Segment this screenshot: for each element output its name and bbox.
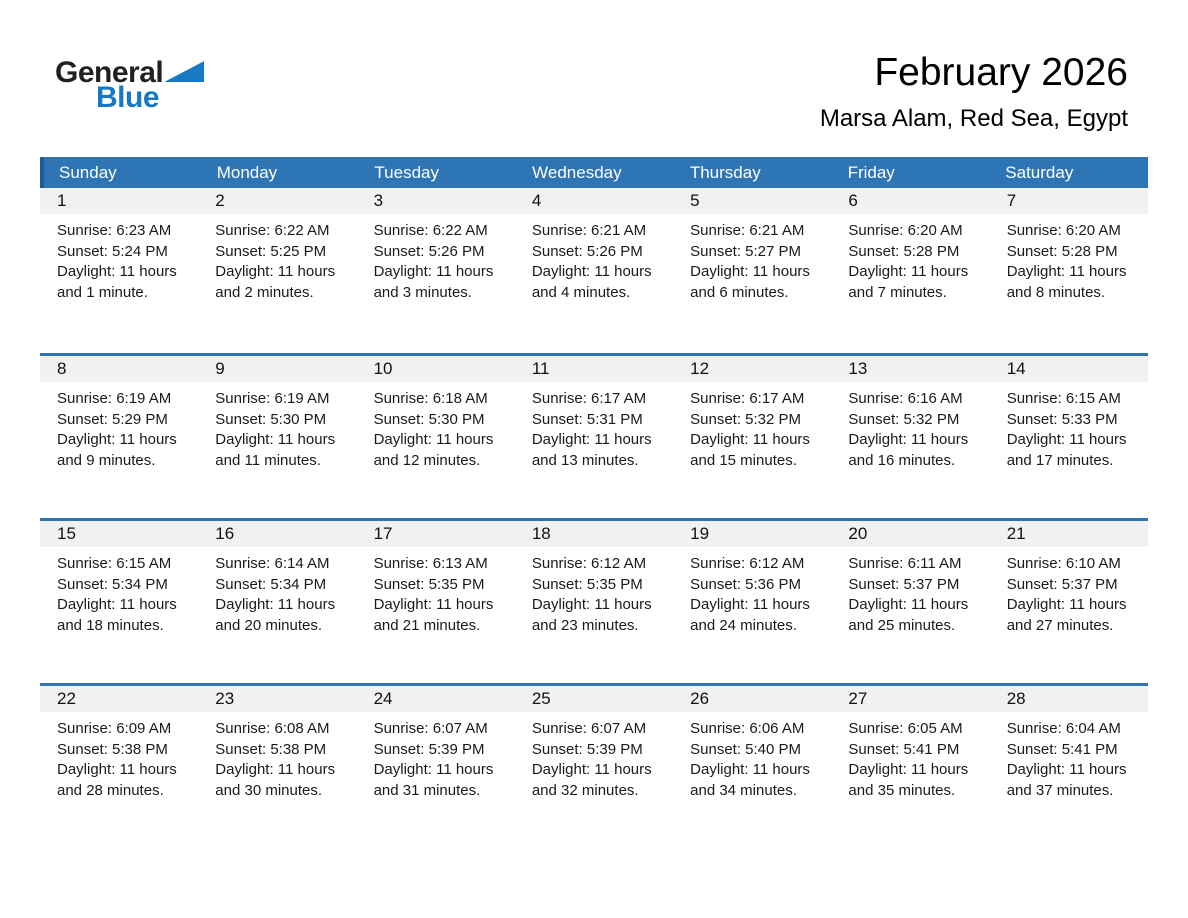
- day-number-strip: [990, 686, 1148, 712]
- day-details: [357, 547, 515, 636]
- day-details: [990, 382, 1148, 471]
- calendar-week-row: [40, 188, 1148, 353]
- day-details: [357, 712, 515, 801]
- calendar-week-row: [40, 353, 1148, 518]
- daylight-text-continued: and 35 minutes.: [848, 781, 956, 799]
- daylight-text: Daylight: 11 hours: [215, 431, 336, 448]
- sunrise-text: Sunrise: 6:23 AM: [57, 222, 172, 239]
- sunset-text: Sunset: 5:34 PM: [215, 575, 327, 593]
- sunset-text: Sunset: 5:32 PM: [848, 410, 960, 428]
- day-number: 8: [57, 359, 67, 378]
- day-number-strip: [40, 356, 198, 382]
- calendar-day-cell: [831, 188, 989, 353]
- daylight-text: Daylight: 11 hours: [215, 761, 336, 778]
- daylight-text-continued: and 34 minutes.: [690, 781, 797, 799]
- day-number-strip: [990, 188, 1148, 214]
- day-number: 12: [690, 359, 710, 378]
- sunrise-text: Sunrise: 6:07 AM: [531, 720, 647, 737]
- weekday-header-saturday: Saturday: [1005, 163, 1074, 182]
- calendar-day-cell: [515, 188, 673, 353]
- weekday-header-thursday: Thursday: [689, 163, 761, 182]
- daylight-text-continued: and 6 minutes.: [690, 283, 789, 301]
- day-number-strip: [673, 521, 831, 547]
- daylight-text: Daylight: 11 hours: [690, 431, 810, 448]
- day-number: 25: [531, 689, 551, 708]
- sunset-text: Sunset: 5:41 PM: [848, 740, 960, 758]
- daylight-text-continued: and 9 minutes.: [57, 451, 156, 469]
- daylight-text: Daylight: 11 hours: [57, 431, 177, 448]
- calendar-day-cell: [673, 521, 831, 683]
- calendar-day-cell: [515, 356, 673, 518]
- sunrise-text: Sunrise: 6:08 AM: [215, 720, 330, 737]
- daylight-text: Daylight: 11 hours: [531, 596, 652, 613]
- sunset-text: Sunset: 5:28 PM: [848, 242, 960, 260]
- sunrise-text: Sunrise: 6:14 AM: [215, 555, 330, 572]
- calendar-weeks: [40, 188, 1148, 848]
- calendar-day-cell: [198, 686, 356, 848]
- daylight-text: Daylight: 11 hours: [848, 431, 969, 448]
- daylight-text: Daylight: 11 hours: [1006, 431, 1127, 448]
- sunrise-text: Sunrise: 6:22 AM: [373, 222, 488, 239]
- sunset-text: Sunset: 5:37 PM: [1006, 575, 1118, 593]
- sunset-text: Sunset: 5:26 PM: [531, 242, 643, 260]
- day-number: 21: [1006, 524, 1026, 543]
- calendar-day-cell: [990, 686, 1148, 848]
- day-number: 13: [848, 359, 868, 378]
- day-number-strip: [990, 356, 1148, 382]
- weekday-header-sunday: Sunday: [59, 163, 117, 182]
- daylight-text-continued: and 31 minutes.: [373, 781, 481, 799]
- calendar-week-row: [40, 683, 1148, 848]
- day-details: [40, 214, 198, 303]
- day-details: [831, 547, 989, 636]
- daylight-text: Daylight: 11 hours: [1006, 263, 1127, 280]
- day-number: 1: [57, 191, 67, 210]
- calendar-day-cell: [515, 686, 673, 848]
- day-details: [198, 712, 356, 801]
- calendar-day-cell: [357, 356, 515, 518]
- day-details: [831, 712, 989, 801]
- day-number: 19: [690, 524, 710, 543]
- sunset-text: Sunset: 5:40 PM: [690, 740, 802, 758]
- day-details: [40, 547, 198, 636]
- sunset-text: Sunset: 5:41 PM: [1006, 740, 1118, 758]
- daylight-text: Daylight: 11 hours: [848, 761, 969, 778]
- daylight-text-continued: and 8 minutes.: [1006, 283, 1106, 301]
- daylight-text-continued: and 1 minute.: [57, 283, 148, 301]
- calendar-day-cell: [40, 521, 198, 683]
- day-details: [515, 214, 673, 303]
- calendar-week-row: [40, 518, 1148, 683]
- calendar-day-cell: [990, 521, 1148, 683]
- day-number-strip: [673, 356, 831, 382]
- day-number: 20: [848, 524, 868, 543]
- sunrise-text: Sunrise: 6:20 AM: [848, 222, 963, 239]
- calendar-day-cell: [831, 356, 989, 518]
- sunset-text: Sunset: 5:30 PM: [215, 410, 327, 428]
- sunrise-text: Sunrise: 6:09 AM: [57, 720, 172, 737]
- day-details: [357, 214, 515, 303]
- day-number-strip: [40, 686, 198, 712]
- sunset-text: Sunset: 5:35 PM: [531, 575, 643, 593]
- day-number-strip: [357, 356, 515, 382]
- page-title: February 2026: [874, 51, 1128, 94]
- day-details: [990, 712, 1148, 801]
- calendar-day-cell: [357, 188, 515, 353]
- calendar-table: [40, 157, 1148, 848]
- day-details: [673, 214, 831, 303]
- day-details: [515, 382, 673, 471]
- sunrise-text: Sunrise: 6:18 AM: [373, 390, 488, 407]
- daylight-text-continued: and 16 minutes.: [848, 451, 956, 469]
- sunset-text: Sunset: 5:39 PM: [373, 740, 485, 758]
- day-number-strip: [198, 521, 356, 547]
- sunset-text: Sunset: 5:31 PM: [531, 410, 643, 428]
- day-number: 11: [531, 359, 550, 378]
- sunset-text: Sunset: 5:28 PM: [1006, 242, 1118, 260]
- daylight-text-continued: and 15 minutes.: [690, 451, 797, 469]
- day-number: 3: [373, 191, 384, 210]
- sunrise-text: Sunrise: 6:17 AM: [690, 390, 805, 407]
- daylight-text: Daylight: 11 hours: [848, 263, 969, 280]
- sunset-text: Sunset: 5:35 PM: [373, 575, 485, 593]
- sunrise-text: Sunrise: 6:13 AM: [373, 555, 488, 572]
- page-subtitle: Marsa Alam, Red Sea, Egypt: [819, 105, 1128, 132]
- day-number: 5: [690, 191, 700, 210]
- day-number: 18: [531, 524, 551, 543]
- calendar-day-cell: [357, 686, 515, 848]
- daylight-text: Daylight: 11 hours: [531, 263, 652, 280]
- day-number: 17: [373, 524, 393, 543]
- daylight-text: Daylight: 11 hours: [690, 596, 810, 613]
- calendar-day-cell: [673, 356, 831, 518]
- daylight-text-continued: and 4 minutes.: [531, 283, 631, 301]
- sunset-text: Sunset: 5:32 PM: [690, 410, 802, 428]
- day-number: 22: [57, 689, 76, 708]
- sunrise-text: Sunrise: 6:07 AM: [373, 720, 488, 737]
- daylight-text-continued: and 7 minutes.: [848, 283, 947, 301]
- logo-triangle-icon: [164, 61, 204, 82]
- day-number-strip: [990, 521, 1148, 547]
- day-details: [515, 712, 673, 801]
- daylight-text: Daylight: 11 hours: [215, 596, 336, 613]
- daylight-text: Daylight: 11 hours: [531, 431, 652, 448]
- day-details: [515, 547, 673, 636]
- daylight-text: Daylight: 11 hours: [215, 263, 336, 280]
- calendar-day-cell: [831, 521, 989, 683]
- sunrise-text: Sunrise: 6:15 AM: [1006, 390, 1121, 407]
- day-number-strip: [515, 188, 673, 214]
- day-number-strip: [831, 188, 989, 214]
- day-details: [990, 214, 1148, 303]
- sunrise-text: Sunrise: 6:15 AM: [57, 555, 172, 572]
- day-details: [990, 547, 1148, 636]
- weekday-header-monday: Monday: [216, 163, 278, 182]
- daylight-text: Daylight: 11 hours: [690, 263, 810, 280]
- day-number-strip: [831, 686, 989, 712]
- sunrise-text: Sunrise: 6:12 AM: [690, 555, 805, 572]
- day-details: [357, 382, 515, 471]
- sunset-text: Sunset: 5:24 PM: [57, 242, 168, 260]
- daylight-text: Daylight: 11 hours: [373, 596, 494, 613]
- day-details: [673, 382, 831, 471]
- daylight-text: Daylight: 11 hours: [373, 761, 494, 778]
- sunrise-text: Sunrise: 6:11 AM: [848, 555, 962, 572]
- calendar-day-cell: [198, 188, 356, 353]
- daylight-text-continued: and 24 minutes.: [690, 616, 797, 634]
- daylight-text-continued: and 2 minutes.: [215, 283, 314, 301]
- daylight-text: Daylight: 11 hours: [1006, 596, 1127, 613]
- calendar-day-cell: [198, 521, 356, 683]
- sunset-text: Sunset: 5:26 PM: [373, 242, 485, 260]
- sunrise-text: Sunrise: 6:04 AM: [1006, 720, 1121, 737]
- sunset-text: Sunset: 5:33 PM: [1006, 410, 1118, 428]
- day-number: 6: [848, 191, 858, 210]
- daylight-text-continued: and 17 minutes.: [1006, 451, 1114, 469]
- calendar-day-cell: [673, 188, 831, 353]
- calendar-day-cell: [990, 188, 1148, 353]
- sunrise-text: Sunrise: 6:16 AM: [848, 390, 963, 407]
- daylight-text-continued: and 18 minutes.: [57, 616, 164, 634]
- calendar-day-cell: [198, 356, 356, 518]
- logo-text-blue: Blue: [96, 81, 160, 114]
- sunrise-text: Sunrise: 6:19 AM: [215, 390, 330, 407]
- day-number: 9: [215, 359, 225, 378]
- sunrise-text: Sunrise: 6:10 AM: [1006, 555, 1121, 572]
- general-blue-logo: [55, 56, 275, 115]
- calendar-day-cell: [40, 686, 198, 848]
- day-number: 4: [531, 191, 542, 210]
- calendar-day-cell: [40, 188, 198, 353]
- day-number-strip: [673, 188, 831, 214]
- day-number: 27: [848, 689, 868, 708]
- daylight-text-continued: and 25 minutes.: [848, 616, 956, 634]
- sunset-text: Sunset: 5:27 PM: [690, 242, 802, 260]
- sunrise-text: Sunrise: 6:20 AM: [1006, 222, 1121, 239]
- sunrise-text: Sunrise: 6:21 AM: [531, 222, 647, 239]
- daylight-text: Daylight: 11 hours: [57, 596, 177, 613]
- daylight-text: Daylight: 11 hours: [57, 263, 177, 280]
- day-number-strip: [515, 686, 673, 712]
- day-number: 10: [373, 359, 393, 378]
- day-details: [831, 214, 989, 303]
- daylight-text: Daylight: 11 hours: [57, 761, 177, 778]
- calendar-day-cell: [831, 686, 989, 848]
- daylight-text-continued: and 11 minutes.: [215, 451, 321, 469]
- sunrise-text: Sunrise: 6:21 AM: [690, 222, 805, 239]
- daylight-text: Daylight: 11 hours: [690, 761, 810, 778]
- sunrise-text: Sunrise: 6:05 AM: [848, 720, 963, 737]
- calendar-day-cell: [357, 521, 515, 683]
- calendar-day-cell: [990, 356, 1148, 518]
- daylight-text: Daylight: 11 hours: [373, 263, 494, 280]
- weekday-header-wednesday: Wednesday: [532, 163, 622, 182]
- day-details: [831, 382, 989, 471]
- day-number: 15: [57, 524, 76, 543]
- calendar-day-cell: [673, 686, 831, 848]
- sunrise-text: Sunrise: 6:06 AM: [690, 720, 805, 737]
- day-details: [198, 382, 356, 471]
- daylight-text: Daylight: 11 hours: [531, 761, 652, 778]
- sunrise-text: Sunrise: 6:17 AM: [531, 390, 647, 407]
- daylight-text-continued: and 21 minutes.: [373, 616, 481, 634]
- day-number: 2: [215, 191, 225, 210]
- day-details: [673, 712, 831, 801]
- day-number-strip: [831, 356, 989, 382]
- sunset-text: Sunset: 5:37 PM: [848, 575, 960, 593]
- daylight-text-continued: and 30 minutes.: [215, 781, 323, 799]
- day-number-strip: [40, 521, 198, 547]
- day-number-strip: [357, 188, 515, 214]
- daylight-text-continued: and 23 minutes.: [531, 616, 639, 634]
- daylight-text-continued: and 32 minutes.: [531, 781, 639, 799]
- day-details: [673, 547, 831, 636]
- day-number: 14: [1006, 359, 1026, 378]
- daylight-text: Daylight: 11 hours: [1006, 761, 1127, 778]
- day-number-strip: [357, 686, 515, 712]
- weekday-header-tuesday: Tuesday: [374, 163, 439, 182]
- day-number: 28: [1006, 689, 1026, 708]
- day-details: [198, 214, 356, 303]
- calendar-day-cell: [515, 521, 673, 683]
- day-details: [198, 547, 356, 636]
- day-number-strip: [198, 188, 356, 214]
- day-number-strip: [515, 356, 673, 382]
- weekday-header-row: [40, 157, 1148, 188]
- sunset-text: Sunset: 5:30 PM: [373, 410, 485, 428]
- day-number-strip: [40, 188, 198, 214]
- day-number-strip: [831, 521, 989, 547]
- day-number: 16: [215, 524, 235, 543]
- sunset-text: Sunset: 5:29 PM: [57, 410, 168, 428]
- weekday-header-friday: Friday: [847, 163, 895, 182]
- sunset-text: Sunset: 5:36 PM: [690, 575, 802, 593]
- daylight-text-continued: and 20 minutes.: [215, 616, 323, 634]
- sunrise-text: Sunrise: 6:22 AM: [215, 222, 330, 239]
- day-number: 7: [1006, 191, 1017, 210]
- daylight-text-continued: and 13 minutes.: [531, 451, 639, 469]
- day-details: [40, 712, 198, 801]
- daylight-text: Daylight: 11 hours: [373, 431, 494, 448]
- sunset-text: Sunset: 5:34 PM: [57, 575, 168, 593]
- day-number-strip: [198, 356, 356, 382]
- daylight-text-continued: and 27 minutes.: [1006, 616, 1114, 634]
- day-number-strip: [673, 686, 831, 712]
- sunset-text: Sunset: 5:39 PM: [531, 740, 643, 758]
- day-number-strip: [198, 686, 356, 712]
- sunrise-text: Sunrise: 6:12 AM: [531, 555, 647, 572]
- day-number: 24: [373, 689, 393, 708]
- day-number-strip: [515, 521, 673, 547]
- daylight-text-continued: and 28 minutes.: [57, 781, 164, 799]
- sunset-text: Sunset: 5:25 PM: [215, 242, 327, 260]
- daylight-text-continued: and 37 minutes.: [1006, 781, 1114, 799]
- day-number-strip: [357, 521, 515, 547]
- title-block: [820, 50, 1128, 133]
- sunset-text: Sunset: 5:38 PM: [57, 740, 168, 758]
- daylight-text-continued: and 3 minutes.: [373, 283, 472, 301]
- sunrise-text: Sunrise: 6:19 AM: [57, 390, 172, 407]
- day-details: [40, 382, 198, 471]
- day-number: 26: [690, 689, 710, 708]
- day-number: 23: [215, 689, 235, 708]
- sunset-text: Sunset: 5:38 PM: [215, 740, 327, 758]
- calendar-day-cell: [40, 356, 198, 518]
- daylight-text-continued: and 12 minutes.: [373, 451, 481, 469]
- logo-text-general: General: [55, 56, 164, 89]
- daylight-text: Daylight: 11 hours: [848, 596, 969, 613]
